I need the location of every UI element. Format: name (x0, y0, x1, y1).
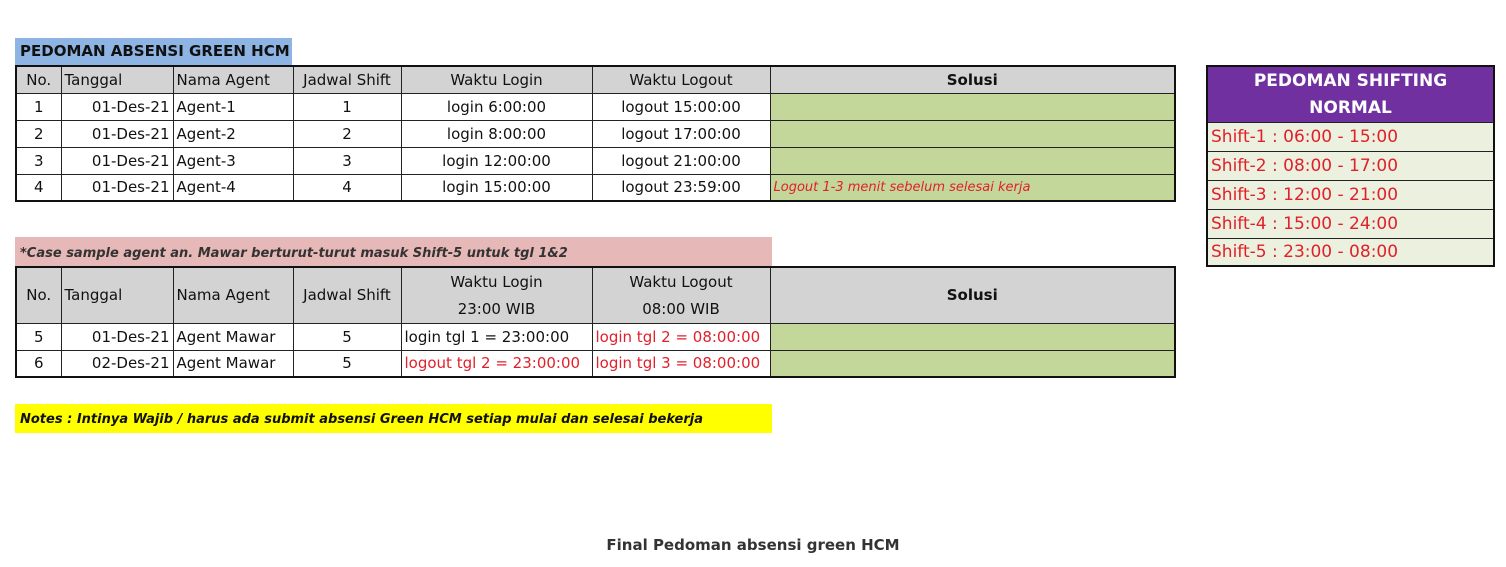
header-jadwal-shift: Jadwal Shift (293, 267, 401, 323)
cell-login[interactable]: login tgl 1 = 23:00:00 (401, 323, 592, 350)
cell-login[interactable]: login 6:00:00 (401, 93, 592, 120)
table-row (16, 93, 1175, 120)
cell-tanggal[interactable]: 01-Des-21 (61, 323, 173, 350)
shift-guide-item[interactable]: Shift-1 : 06:00 - 15:00 (1207, 122, 1494, 151)
header-waktu-login-line1: Waktu Login (450, 272, 543, 291)
cell-no[interactable]: 2 (16, 120, 61, 147)
cell-logout[interactable]: logout 21:00:00 (592, 147, 770, 174)
cell-shift[interactable]: 2 (293, 120, 401, 147)
header-tanggal: Tanggal (61, 66, 173, 93)
shift-guide-table (1206, 65, 1495, 267)
table-row (16, 350, 1175, 377)
cell-solusi[interactable]: Logout 1-3 menit sebelum selesai kerja (770, 174, 1175, 201)
shift-guide-item[interactable]: Shift-3 : 12:00 - 21:00 (1207, 180, 1494, 209)
cell-logout[interactable]: login tgl 2 = 08:00:00 (592, 323, 770, 350)
header-no: No. (16, 66, 61, 93)
cell-tanggal[interactable]: 01-Des-21 (61, 174, 173, 201)
header-solusi: Solusi (770, 66, 1175, 93)
header-waktu-logout: Waktu Logout (592, 66, 770, 93)
header-jadwal-shift: Jadwal Shift (293, 66, 401, 93)
cell-shift[interactable]: 4 (293, 174, 401, 201)
shift-guide-title-line1: PEDOMAN SHIFTING (1207, 66, 1494, 94)
notes-banner: Notes : Intinya Wajib / harus ada submit absensi Green HCM setiap mulai dan selesai bekerja (15, 404, 772, 433)
table-row (16, 120, 1175, 147)
cell-no[interactable]: 3 (16, 147, 61, 174)
table-row (16, 174, 1175, 201)
header-nama-agent: Nama Agent (173, 66, 293, 93)
cell-shift[interactable]: 5 (293, 323, 401, 350)
shift-guide-item[interactable]: Shift-5 : 23:00 - 08:00 (1207, 238, 1494, 266)
cell-solusi[interactable] (770, 147, 1175, 174)
cell-no[interactable]: 4 (16, 174, 61, 201)
header-waktu-login (401, 267, 592, 323)
header-waktu-logout-line1: Waktu Logout (629, 272, 733, 291)
cell-logout[interactable]: login tgl 3 = 08:00:00 (592, 350, 770, 377)
cell-login[interactable]: logout tgl 2 = 23:00:00 (401, 350, 592, 377)
header-solusi: Solusi (770, 267, 1175, 323)
header-tanggal: Tanggal (61, 267, 173, 323)
shift-guide-item[interactable]: Shift-2 : 08:00 - 17:00 (1207, 151, 1494, 180)
cell-shift[interactable]: 3 (293, 147, 401, 174)
table-header-row (16, 267, 1175, 323)
cell-login[interactable]: login 15:00:00 (401, 174, 592, 201)
cell-agent[interactable]: Agent Mawar (173, 323, 293, 350)
cell-login[interactable]: login 12:00:00 (401, 147, 592, 174)
table-header-row (16, 66, 1175, 93)
attendance-table (15, 65, 1176, 202)
mawar-case-table (15, 266, 1176, 378)
cell-logout[interactable]: logout 15:00:00 (592, 93, 770, 120)
cell-solusi[interactable] (770, 350, 1175, 377)
case-note: *Case sample agent an. Mawar berturut-turut masuk Shift-5 untuk tgl 1&2 (15, 237, 772, 266)
cell-tanggal[interactable]: 01-Des-21 (61, 147, 173, 174)
image-caption: Final Pedoman absensi green HCM (606, 536, 900, 554)
cell-solusi[interactable] (770, 93, 1175, 120)
cell-tanggal[interactable]: 01-Des-21 (61, 93, 173, 120)
header-waktu-login-line2: 23:00 WIB (457, 299, 536, 318)
cell-agent[interactable]: Agent-3 (173, 147, 293, 174)
cell-logout[interactable]: logout 23:59:00 (592, 174, 770, 201)
table-row (16, 147, 1175, 174)
sheet-title: PEDOMAN ABSENSI GREEN HCM (15, 38, 292, 65)
shift-guide-item[interactable]: Shift-4 : 15:00 - 24:00 (1207, 209, 1494, 238)
header-waktu-logout-line2: 08:00 WIB (642, 299, 720, 318)
cell-tanggal[interactable]: 01-Des-21 (61, 120, 173, 147)
cell-solusi[interactable] (770, 323, 1175, 350)
cell-solusi[interactable] (770, 120, 1175, 147)
cell-no[interactable]: 1 (16, 93, 61, 120)
cell-agent[interactable]: Agent-4 (173, 174, 293, 201)
cell-logout[interactable]: logout 17:00:00 (592, 120, 770, 147)
cell-tanggal[interactable]: 02-Des-21 (61, 350, 173, 377)
cell-no[interactable]: 6 (16, 350, 61, 377)
cell-no[interactable]: 5 (16, 323, 61, 350)
header-waktu-logout (592, 267, 770, 323)
cell-shift[interactable]: 5 (293, 350, 401, 377)
header-waktu-login: Waktu Login (401, 66, 592, 93)
table-row (16, 323, 1175, 350)
header-no: No. (16, 267, 61, 323)
header-nama-agent: Nama Agent (173, 267, 293, 323)
cell-agent[interactable]: Agent-2 (173, 120, 293, 147)
shift-guide-title-line2: NORMAL (1207, 94, 1494, 122)
cell-shift[interactable]: 1 (293, 93, 401, 120)
cell-agent[interactable]: Agent Mawar (173, 350, 293, 377)
cell-login[interactable]: login 8:00:00 (401, 120, 592, 147)
cell-agent[interactable]: Agent-1 (173, 93, 293, 120)
